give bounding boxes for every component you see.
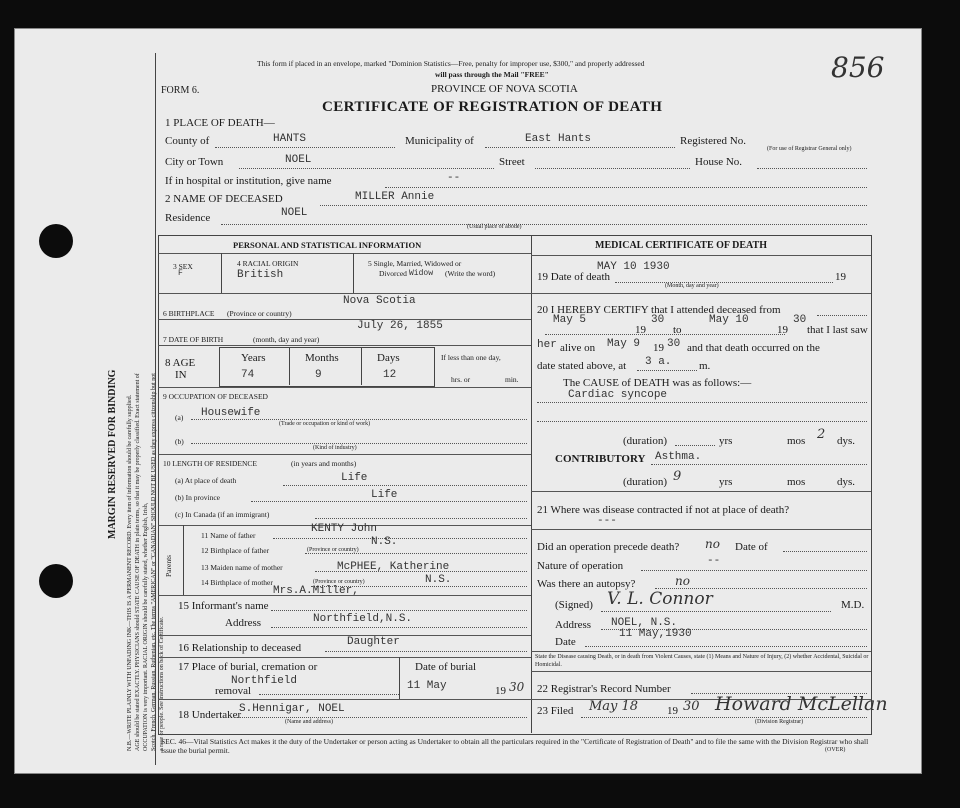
filed-year: 30 [683,699,700,714]
registered-no-label: Registered No. [680,135,746,147]
burial-place-line [259,694,399,695]
occurred-label: and that death occurred on the [687,342,820,354]
md-label: M.D. [841,599,865,611]
burial-date: 11 May [407,680,447,692]
contributory-line [651,464,867,465]
medical-rule-2 [531,491,871,492]
binding-hole-top [39,224,73,258]
name-line [320,205,867,206]
death-date-hint: (Month, day and year) [665,283,719,289]
residence-a-label: (a) At place of death [175,476,237,485]
margin-reserved-text: MARGIN RESERVED FOR BINDING [107,369,118,539]
medical-rule-5 [531,671,871,672]
marital-value: Widow [409,269,434,278]
occupation-b: (b) [175,437,184,446]
contrib-duration-label: (duration) [623,476,667,488]
parents-side-label: Parents [164,554,173,577]
to-year-prefix: 19 [777,324,788,336]
certificate-title: CERTIFICATE OF REGISTRATION OF DEATH [322,99,663,115]
envelope-notice-2: will pass through the Mail "FREE" [435,70,549,79]
informant-line [271,610,527,611]
place-of-death-label: 1 PLACE OF DEATH— [165,117,275,129]
municipality-line [485,147,675,148]
street-line [535,168,690,169]
undertaker-hint: (Name and address) [285,719,333,725]
father-birth-value: N.S. [371,536,398,548]
municipality-label: Municipality of [405,135,474,147]
mother-value: McPHEE, Katherine [337,561,450,573]
autopsy-value: no [675,574,690,588]
contributory-label: CONTRIBUTORY [555,453,646,465]
hospital-label: If in hospital or institution, give name [165,175,332,187]
occupation-hint-b: (Kind of industry) [313,445,357,451]
certificate-paper [14,28,922,774]
house-no-line [757,168,867,169]
row-rule-5 [158,454,531,455]
certify-from-line [817,315,867,316]
residence-a-value: Life [341,472,368,484]
autopsy-label: Was there an autopsy? [537,578,636,590]
personal-header-rule [158,253,531,254]
alive-date: May 9 [607,338,641,350]
residence-value: NOEL [281,207,308,219]
birthplace-hint: (Province or country) [227,309,292,318]
residence-c-line [315,518,527,519]
age-col-2 [361,347,362,385]
alive-year-prefix: 19 [653,342,664,354]
burial-place: Northfield [231,675,298,687]
age-label: 8 AGE [165,357,196,369]
occupation-line-b [191,443,527,444]
days-label: Days [377,352,400,364]
alive-on-label: alive on [560,342,596,354]
envelope-notice: This form if placed in an envelope, marked "Dominion Statistics—Free, penalty for improper use, $300," and properly addressed [257,59,645,68]
father-line [273,538,527,539]
sex-label: 3 SEX [173,262,193,271]
row-rule-8 [158,635,531,636]
margin-note-4: Scotch, French, German, Russian, Ruthenian, etc. The terms "AMERICAN" or "CANADIAN" SHOULD NOT BE USED as they express citizenship but not [151,373,157,751]
physician-date-label: Date [555,636,576,648]
row-rule-10 [158,699,531,700]
margin-note-3: OCCUPATION is very important. RACIAL ORIGIN should be carefully stated, whether English, Irish, [143,502,149,751]
margin-note-5: a race or people. See instructions on back of Certificate. [159,616,165,751]
province-label: PROVINCE OF NOVA SCOTIA [431,83,578,95]
racial-label: 4 RACIAL ORIGIN [237,259,299,268]
filed-date: May 18 [589,699,639,714]
medical-rule-4 [531,651,871,652]
attend-from: May 5 [553,314,587,326]
occupation-label: 9 OCCUPATION OF DECEASED [163,392,268,401]
residence-a-line [283,485,527,486]
county-value: HANTS [273,133,307,145]
mother-birth-value: N.S. [425,574,452,586]
attend-to: May 10 [709,314,749,326]
deceased-name: MILLER Annie [355,191,435,203]
sex-value: F [178,269,183,278]
age-days: 12 [383,369,397,381]
record-number-label: 22 Registrar's Record Number [537,683,671,695]
row-rule-1 [158,293,531,294]
name-deceased-label: 2 NAME OF DECEASED [165,193,283,205]
birthplace-value: Nova Scotia [343,295,416,307]
row-rule-3 [158,345,531,346]
hrs-label: hrs. or [451,375,471,384]
footer-notice: SEC. 46—Vital Statistics Act makes it the duty of the Undertaker or person acting as Undertaker to obtain all the particulars required in the "Certificate of Registration of Death" and to file the same with the Division Registrar who shall issue the burial permit. [161,737,869,755]
signature-line [601,611,831,612]
alive-year: 30 [667,338,681,350]
row-rule-2 [158,319,531,320]
physician-date: 11 May,1930 [619,628,692,640]
hospital-line [385,187,867,188]
cause-mos-label: mos [787,435,806,447]
registrar-note: (For use of Registrar General only) [767,146,852,152]
street-label: Street [499,156,525,168]
mother-birth-label: 14 Birthplace of mother [201,578,273,587]
cause-yrs-label: yrs [719,435,733,447]
city-value: NOEL [285,154,312,166]
cause-value: Cardiac syncope [568,389,668,401]
father-label: 11 Name of father [201,531,256,540]
father-birth-line [305,553,527,554]
father-value: KENTY John [311,523,378,535]
under-one-day-label: If less than one day, [441,353,501,362]
occupation-value: Housewife [201,407,261,419]
row-rule-4 [158,387,531,388]
age-months: 9 [315,369,322,381]
operation-value: no [705,537,720,551]
death-date-value: MAY 10 1930 [597,261,670,273]
from-year: 30 [651,314,665,326]
residence-c-label: (c) In Canada (if an immigrant) [175,510,270,519]
racial-value: British [237,269,284,281]
residence-length-label: 10 LENGTH OF RESIDENCE [163,459,257,468]
relationship-line [325,651,527,652]
filed-label: 23 Filed [537,705,574,717]
burial-date-label: Date of burial [415,661,477,673]
residence-length-hint: (in years and months) [291,459,357,468]
county-label: County of [165,135,210,147]
to-year: 30 [793,314,807,326]
q21-label: 21 Where was disease contracted if not at place of death? [537,504,790,516]
mother-label: 13 Maiden name of mother [201,563,283,572]
time-value: 3 a. [645,356,672,368]
time-line [637,370,697,371]
informant-address-line [271,627,527,628]
informant-address-label: Address [225,617,262,629]
physician-address: NOEL, N.S. [611,617,678,629]
years-label: Years [241,352,266,364]
burial-label: 17 Place of burial, cremation or [178,661,318,673]
death-date-label: 19 Date of death [537,271,610,283]
time-m-label: m. [699,360,711,372]
residence-note: (Usual place of abode) [467,224,522,230]
margin-note-1: N.B.—WRITE PLAINLY WITH UNFADING INK—THIS IS A PERMANENT RECORD. Every item of information should be carefully supplied. [127,394,133,751]
signed-label: (Signed) [555,599,593,611]
death-year-prefix: 19 [835,271,846,283]
medical-rule-3 [531,529,871,530]
certify-label: 20 I HEREBY CERTIFY that I attended deceased from [537,304,781,316]
operation-label: Did an operation precede death? [537,541,680,553]
contrib-mos-label: mos [787,476,806,488]
city-label: City or Town [165,156,224,168]
burial-divider [399,657,400,699]
residence-b-line [251,501,527,502]
cause-days-value: 2 [817,427,826,442]
personal-header: PERSONAL AND STATISTICAL INFORMATION [233,240,422,250]
burial-year: 30 [509,680,525,694]
physician-date-line [585,646,867,647]
nature-line [641,570,867,571]
cause-dys-label: dys. [837,435,856,447]
occupation-a: (a) [175,413,184,422]
medical-header: MEDICAL CERTIFICATE OF DEATH [595,240,767,251]
months-label: Months [305,352,339,364]
over-label: (OVER) [825,747,846,753]
nature-value: -- [707,555,721,567]
her-value: her [537,339,557,351]
marital-label-2: Divorced [379,269,407,278]
filed-line [581,717,867,718]
min-label: min. [505,375,519,384]
cause-line-2 [537,421,867,422]
sex-divider [221,253,222,293]
cause-yrs-line [675,445,715,446]
mother-line [315,571,527,572]
date-of-label: Date of [735,541,768,553]
form-number: FORM 6. [161,85,200,96]
contrib-years-value: 9 [673,469,682,484]
margin-rule [155,53,156,765]
marital-hint: (Write the word) [445,269,496,278]
informant-name: Mrs.A.Miller, [273,585,359,597]
cause-duration-label: (duration) [623,435,667,447]
cause-line-1 [537,402,867,403]
informant-address: Northfield,N.S. [313,613,413,625]
dob-value: July 26, 1855 [357,320,443,332]
undertaker-line [237,717,527,718]
cause-label: The CAUSE of DEATH was as follows:— [563,377,752,389]
contrib-dys-label: dys. [837,476,856,488]
medical-rule-1 [531,293,871,294]
physician-signature: V. L. Connor [607,589,713,609]
burial-year-prefix: 19 [495,685,506,697]
father-birth-label: 12 Birthplace of father [201,546,270,555]
filed-year-prefix: 19 [667,705,678,717]
mother-birth-hint: (Province or country) [313,579,365,585]
date-of-line [783,551,867,552]
attend-line [545,334,785,335]
physician-address-label: Address [555,619,592,631]
parents-divider [183,525,184,595]
division-registrar-label: (Division Registrar) [755,719,804,725]
municipality-value: East Hants [525,133,592,145]
age-label-2: IN [175,369,187,381]
registrar-signature: Howard McLellan [715,693,888,715]
date-stated-label: date stated above, at [537,360,627,372]
handwritten-number: 856 [831,51,885,84]
occupation-line-a [191,419,527,420]
dob-hint: (month, day and year) [253,335,320,344]
racial-divider [353,253,354,293]
nature-label: Nature of operation [537,560,624,572]
birthplace-label: 6 BIRTHPLACE [163,309,215,318]
occupation-hint-a: (Trade or occupation or kind of work) [279,421,371,427]
to-label: to [673,324,682,336]
father-birth-hint: (Province or country) [307,547,359,553]
county-line [215,147,395,148]
binding-hole-bottom [39,564,73,598]
residence-label: Residence [165,212,211,224]
marital-label: 5 Single, Married, Widowed or [368,259,462,268]
residence-line [221,224,867,225]
relationship-label: 16 Relationship to deceased [178,642,302,654]
column-divider [531,235,532,733]
burial-label-2: removal [215,685,252,697]
dob-label: 7 DATE OF BIRTH [163,335,224,344]
undertaker-value: S.Hennigar, NOEL [239,703,345,715]
age-col-1 [289,347,290,385]
contrib-yrs-label: yrs [719,476,733,488]
violent-cause-note: State the Disease causing Death, or in death from Violent Causes, state (1) Means and Nature of Injury, (2) whether Accidental, Suicidal or Homicidal. [535,654,869,668]
last-saw-label: that I last saw [807,324,868,336]
residence-b-label: (b) In province [175,493,220,502]
house-no-label: House No. [695,156,743,168]
informant-label: 15 Informant's name [178,600,269,612]
relationship-value: Daughter [347,636,400,648]
margin-note-2: AGE should be stated EXACTLY. PHYSICIANS should STATE CAUSE OF DEATH in plain terms, so that it may be properly classified. Exact statement of [135,373,141,751]
residence-b-value: Life [371,489,398,501]
undertaker-label: 18 Undertaker [178,709,242,721]
death-date-line [615,282,833,283]
q21-value: --- [597,515,617,527]
row-rule-9 [158,657,531,658]
city-line [239,168,494,169]
contributory-value: Asthma. [655,451,702,463]
hospital-value: -- [447,172,461,184]
age-years: 74 [241,369,255,381]
medical-header-rule [531,255,871,256]
from-year-prefix: 19 [635,324,646,336]
